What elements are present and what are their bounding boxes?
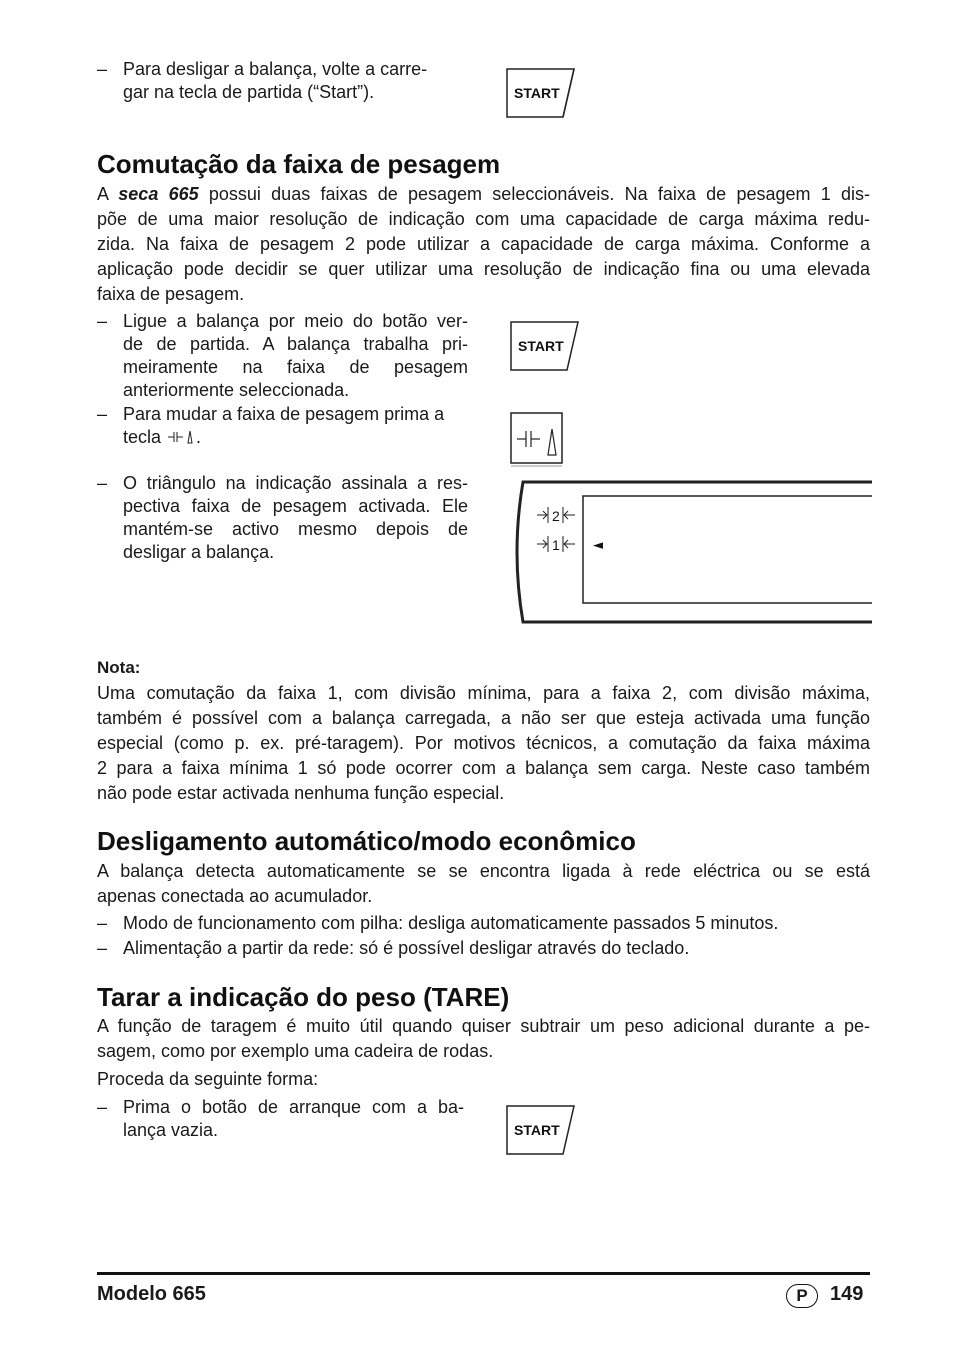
paragraph-line: também é possível com a balança carregada, a não ser que esteja activada uma função [97,708,870,728]
paragraph-line: sagem, como por exemplo uma cadeira de rodas. [97,1041,494,1061]
range-marker: ◄ [593,538,603,553]
start-key-icon [510,320,580,372]
text-span: A [97,184,119,204]
start-key-icon [506,67,576,119]
text-span: possui duas faixas de pesagem seleccionáveis. Na faixa de pesagem 1 dis- [198,184,871,204]
bullet-line: O triângulo na indicação assinala a res- [123,473,468,493]
paragraph-line: zida. Na faixa de pesagem 2 pode utilizar a capacidade de carga máxima. Conforme a [97,234,870,254]
range-2-label: 2 [552,508,560,524]
paragraph-line: A função de taragem é muito útil quando quiser subtrair um peso adicional durante a pe- [97,1016,870,1036]
paragraph-line: põe de uma maior resolução de indicação com uma capacidade de carga máxima redu- [97,209,870,229]
start-key-label: START [514,1122,560,1138]
range-switch-icon [166,429,196,445]
bullet-dash: – [97,938,108,958]
range-1-label: 1 [552,537,560,553]
bullet-dash: – [97,311,108,331]
bullet-line: meiramente na faixa de pesagem [123,357,468,377]
section-heading: Comutação da faixa de pesagem [97,149,501,179]
bullet-line: Prima o botão de arranque com a ba- [123,1097,464,1117]
paragraph-line: apenas conectada ao acumulador. [97,886,373,906]
section-heading: Tarar a indicação do peso (TARE) [97,982,510,1012]
bullet-line: Alimentação a partir da rede: só é possível desligar através do teclado. [123,938,690,958]
top-item-line1: Para desligar a balança, volte a carre- [123,59,428,79]
page-number: 149 [830,1283,864,1305]
bullet-dash: – [97,1097,108,1117]
brand-name: seca 665 [118,184,199,204]
range-key-icon [510,411,566,467]
bullet-line: lança vazia. [123,1120,219,1140]
paragraph-line: aplicação pode decidir se quer utilizar uma resolução de indicação fina ou uma elevada [97,259,870,279]
paragraph-line: não pode estar activada nenhuma função especial. [97,783,505,803]
paragraph-line: especial (como p. ex. pré-taragem). Por motivos técnicos, a comutação da faixa máxima [97,733,870,753]
bullet-dash: – [97,473,108,493]
language-badge [786,1284,818,1308]
bullet-line: desligar a balança. [123,542,275,562]
bullet-line: Para mudar a faixa de pesagem prima a [123,404,445,424]
bullet-line: mantém-se activo mesmo depois de [123,519,468,539]
bullet-line: Modo de funcionamento com pilha: desliga automaticamente passados 5 minutos. [123,913,779,933]
text-span: . [196,427,202,447]
paragraph-line: 2 para a faixa mínima 1 só pode ocorrer com a balança sem carga. Neste caso também [97,758,870,778]
bullet-line: de de partida. A balança trabalha pri- [123,334,468,354]
bullet-line [123,426,201,449]
start-key-label: START [518,338,564,354]
scale-display-illustration [505,478,872,628]
bullet-line: anteriormente seleccionada. [123,380,350,400]
footer-model: Modelo 665 [97,1283,206,1305]
paragraph-line [97,182,870,207]
bullet-line: Ligue a balança por meio do botão ver- [123,311,468,331]
note-title: Nota: [97,658,141,677]
section-heading: Desligamento automático/modo econômico [97,826,636,856]
start-key-label: START [514,85,560,101]
footer-divider [97,1272,870,1275]
paragraph-line: A balança detecta automaticamente se se encontra ligada à rede eléctrica ou se está [97,861,870,881]
start-key-icon [506,1104,576,1156]
bullet-line: pectiva faixa de pesagem activada. Ele [123,496,468,516]
paragraph-line: Proceda da seguinte forma: [97,1069,319,1089]
text-span: tecla [123,427,162,447]
language-badge-label: P [796,1286,808,1305]
bullet-dash: – [97,404,108,424]
paragraph-line: Uma comutação da faixa 1, com divisão mínima, para a faixa 2, com divisão máxima, [97,683,870,703]
bullet-dash: – [97,913,108,933]
paragraph-line: faixa de pesagem. [97,284,245,304]
top-item-line2: gar na tecla de partida (“Start”). [123,82,375,102]
bullet-dash: – [97,59,108,79]
